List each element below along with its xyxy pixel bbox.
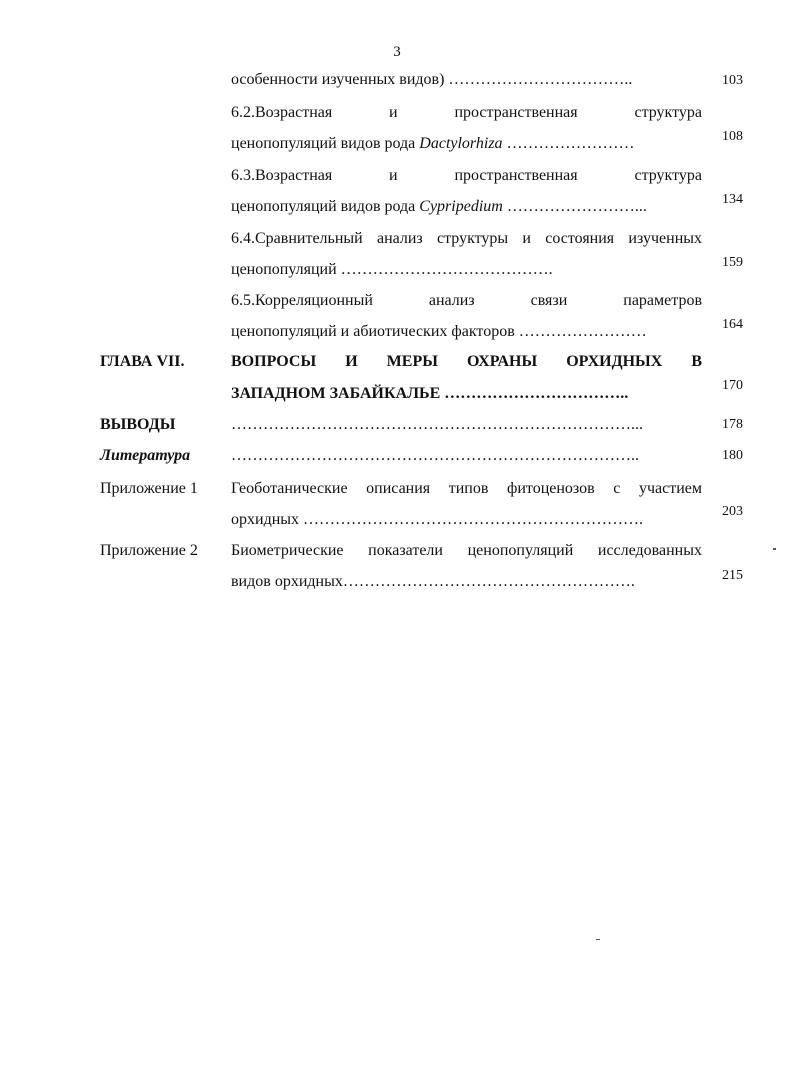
toc-page-number: 103 — [722, 73, 743, 88]
toc-entry-title-cont — [231, 134, 635, 154]
toc-text: ценопопуляций видов рода — [231, 135, 420, 152]
toc-entry-title: 6.3.Возрастная и пространственная структура — [231, 167, 702, 184]
scan-speck — [596, 939, 600, 940]
scan-speck — [773, 548, 776, 550]
toc-entry-title-cont — [231, 197, 647, 217]
toc-leader-dots: ……………………... — [502, 198, 647, 215]
toc-page-number: 203 — [722, 504, 743, 519]
toc-page-number: 134 — [722, 192, 743, 207]
chapter-label: ГЛАВА VII. — [100, 353, 185, 370]
appendix-title: Биометрические показатели ценопопуляций исследованных — [231, 542, 702, 559]
toc-text: ценопопуляций видов рода — [231, 198, 420, 215]
toc-entry-text: особенности изученных видов) …………………………….. — [231, 71, 633, 88]
appendix-title-cont: видов орхидных………………………………………………. — [231, 573, 635, 590]
conclusions-label: ВЫВОДЫ — [100, 416, 176, 433]
appendix-label: Приложение 2 — [100, 542, 198, 559]
toc-page-number: 215 — [722, 568, 743, 583]
page-number: 3 — [393, 44, 401, 60]
toc-page-number: 178 — [722, 417, 743, 432]
toc-page-number: 170 — [722, 378, 743, 393]
toc-entry-title: 6.4.Сравнительный анализ структуры и состояния изученных — [231, 230, 702, 247]
toc-page-number: 164 — [722, 317, 743, 332]
toc-entry-title-cont: ценопопуляций и абиотических факторов …………………… — [231, 323, 647, 340]
toc-page-number: 180 — [722, 448, 743, 463]
toc-leader-dots: ………………………………………………………………….. — [231, 447, 639, 464]
appendix-title-cont: орхидных ………………………………………………………. — [231, 511, 644, 528]
chapter-title-cont: ЗАПАДНОМ ЗАБАЙКАЛЬЕ …………………………….. — [231, 385, 629, 402]
chapter-title: ВОПРОСЫ И МЕРЫ ОХРАНЫ ОРХИДНЫХ В — [231, 353, 702, 370]
toc-leader-dots: …………………………………………………………………... — [231, 416, 643, 433]
toc-entry-title-cont: ценопопуляций …………………………………. — [231, 261, 553, 278]
toc-entry-title: 6.2.Возрастная и пространственная структура — [231, 104, 702, 121]
genus-name: Dactylorhiza — [419, 135, 503, 152]
toc-page-number: 159 — [722, 255, 743, 270]
toc-entry-title: 6.5.Корреляционный анализ связи параметров — [231, 292, 702, 309]
toc-page-number: 108 — [722, 129, 743, 144]
genus-name: Cypripedium — [419, 198, 503, 215]
toc-leader-dots: …………………… — [502, 135, 635, 152]
appendix-label: Приложение 1 — [100, 480, 198, 497]
literature-label: Литература — [100, 447, 191, 464]
appendix-title: Геоботанические описания типов фитоценозов с участием — [231, 480, 702, 497]
